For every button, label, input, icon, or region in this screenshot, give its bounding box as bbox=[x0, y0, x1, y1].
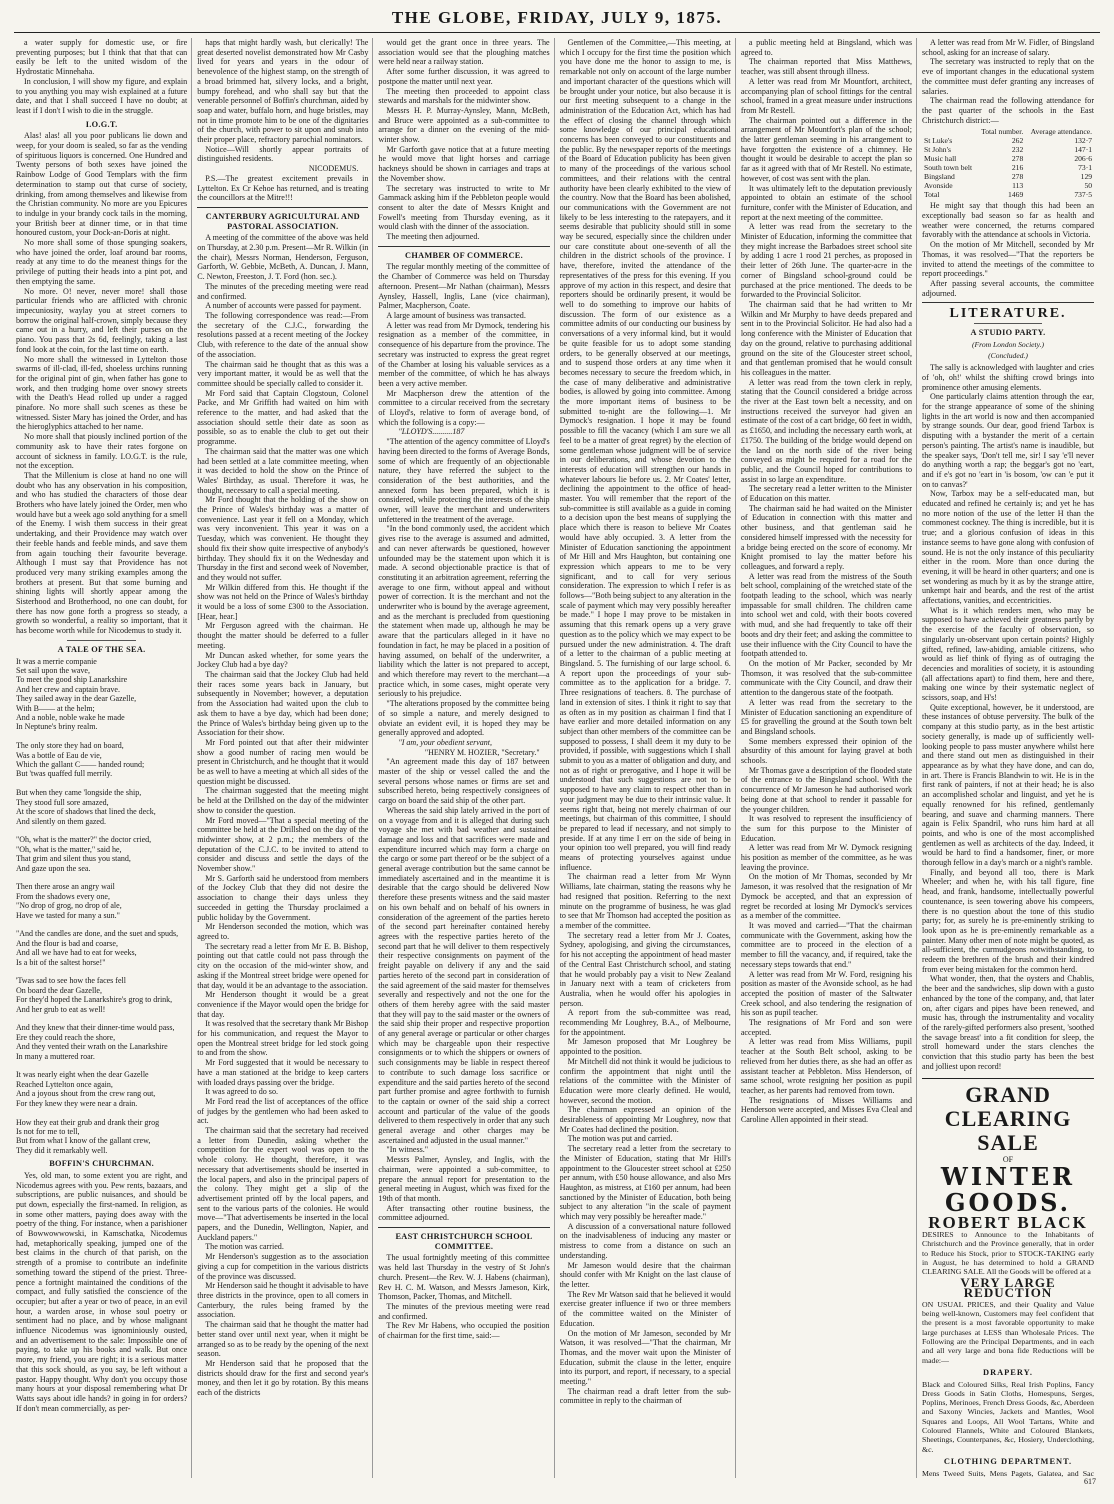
paragraph: A large amount of business was transacted. bbox=[386, 310, 526, 320]
paragraph: No more shall the witnessed in Lyttelton those swarms of ill-clad, ill-fed, shoeless urchins running for the original pint of gin, when father has gone to work, and then trudging home over snowy streets with the Death's Head rolled up under a ragged pinafore. No more shall such scenes as these be witnessed. Sister Mary has joined the Order, and has the hieroglyphics attached to her name. bbox=[16, 354, 188, 432]
table-cell: St Luke's bbox=[924, 136, 953, 146]
paragraph: A report from the sub-committee was read, recommending Mr Loughrey, B.A., of Melbourne, for the appointment. bbox=[559, 1008, 731, 1037]
paragraph: The chairman said that he thought the matter had better stand over until next year, when it might be arranged so as to be ready by the opening of the next season. bbox=[197, 1320, 369, 1359]
paragraph: The secretary was instructed to reply that on the eve of important changes in the educational system the committee must defer granting any increases of salaries. bbox=[922, 57, 1095, 96]
paragraph: After some further discussion, it was agreed to postpone the matter until next year. bbox=[378, 67, 550, 86]
table-header-cell: Total number. bbox=[981, 127, 1024, 137]
paragraph: A meeting of the committee of the above was held on Thursday, at 2.30 p.m. Present—Mr R. Wilkin (in the chair), Messrs Norman, Henderson, Ferguson, Garforth, W. Gebbie, McBeth, A. Duncan, J. Mann, C. Newton, Freeston, J. T. Ford (hon. sec.). bbox=[197, 233, 369, 282]
advertisement bbox=[922, 1078, 1094, 1479]
paragraph: "In witness." bbox=[386, 1145, 429, 1155]
paragraph: The chairman said he had waited on the Minister of Education in connection with this matter and other business, and that gentleman said he considered himself impressed with the necessity for a bridge being erected on the score of economy. Mr Knight promised to lay the matter before his colleagues, and forward a reply. bbox=[740, 503, 913, 571]
paragraph: Mr Jameson would desire that the chairman should confer with Mr Knight on the last clause of the letter. bbox=[559, 1260, 731, 1289]
article-subtitle: (From London Society.) bbox=[971, 339, 1045, 349]
paragraph: The chairman suggested that the meeting might be held at the Drillshed on the day of the midwinter show to consider the question. bbox=[197, 786, 369, 815]
column-5 bbox=[741, 38, 917, 1478]
signature: "HENRY M. HOZIER, "Secretary." bbox=[424, 747, 540, 757]
table-cell: 262 bbox=[1011, 136, 1024, 146]
paragraph: Mr Ford pointed out that after their midwinter show a good number of racing men would be present in Christchurch, and he thought that it would be as well to have a meeting at which all sides of the question might be discussed. bbox=[197, 737, 369, 786]
paragraph: Notice—Will shortly appear portraits of distinguished residents. bbox=[197, 144, 369, 164]
table-cell: 737·5 bbox=[1074, 190, 1093, 200]
column-rule bbox=[378, 1227, 549, 1228]
article-heading: CHAMBER OF COMMERCE. bbox=[405, 250, 523, 260]
table-cell: Total bbox=[924, 190, 940, 200]
paragraph: Mr Ford said that Captain Clogstoun, Colonel Packe, and Mr Griffith had waited on him with reference to the matter, and had asked that the association should settle their date as soon as possible, so as to enable the club to get out their programme. bbox=[197, 388, 369, 447]
paragraph: Messrs Palmer, Aynsley, and Inglis, with the chairman, were appointed a sub-committee, to prepare the annual report for presentation to the general meeting in August, which was fixed for the 19th of that month. bbox=[378, 1155, 550, 1203]
section-heading: LITERATURE. bbox=[949, 306, 1067, 322]
paragraph: The chairman said he thought that as this was a very important matter, it would be as well that the committee should be specially called to consider it. bbox=[197, 359, 369, 388]
paragraph: The chairman said that he had written to Mr Wilkin and Mr Murphy to have deeds prepared and sent in to the Provincial Solicitor. He had also had a long conference with the Minister of Education that day on the ground, relative to purchasing additional ground on the site of the Gloucester street school, and that gentleman promised that he would consult his colleagues in the matter. bbox=[740, 299, 913, 377]
paragraph: "An agreement made this day of 187 between master of the ship or vessel called the and the several persons whose names or firms are set and subscribed hereto, being respectively consignees of cargo on board the said ship of the other part. bbox=[378, 757, 550, 806]
paragraph: The meeting then proceeded to appoint class stewards and marshals for the midwinter show. bbox=[378, 86, 550, 106]
paragraph: On the motion of Mr Jameson, seconded by Mr Watson, it was resolved—"That the chairman, Mr Thomas, and the mover wait upon the Minister of Education, submit the clause in the letter, enquire into its purport, and report, if necessary, to a special meeting." bbox=[559, 1328, 731, 1387]
paragraph: What is it which renders men, who may be supposed to have achieved their greatness partly by the exercise of the faculty of observation, so singularly un-observant upon certain points? Highly gifted, refined, law-abiding, amiable citizens, who would as lief think of flying as of outraging the decencies and moralities of society, it is astounding (all affectations apart) to find them, here and there, making one wince by their systematic neglect of scissors, soap, and H's! bbox=[922, 605, 1095, 703]
paragraph: Mr Duncan asked whether, for some years the Jockey Club had a bye day? bbox=[197, 650, 369, 670]
paragraph: It was moved and carried—"That the chairman communicate with the Government, asking how the committee are to proceed in the election of a member to fill the vacancy, and, if required, take the necessary steps towards that end." bbox=[740, 920, 913, 969]
paragraph: In conclusion, I will show my figure, and explain to you anything you may wish explained at a future date, and that I shall succeed I have no doubt; at least if I don't I wish to die in the struggle. bbox=[16, 76, 188, 115]
paragraph: The secretary read a letter from Mr J. Coates, Sydney, apologising, and giving the circumstances, for his not accepting the appointment of head master of the Central East Christchurch school, and stating that he would probably pay a visit to New Zealand in January next with a team of cricketers from Australia, when he would offer his apologies in person. bbox=[559, 930, 731, 1008]
paragraph: The secretary read a letter from Mr E. B. Bishop, pointing out that cattle could not pass through the city on the occasion of the mid-winter show, and asking if the Montreal street bridge were opened for that day, would it be an advantage to the association. bbox=[197, 941, 369, 990]
table-row bbox=[922, 190, 1094, 199]
table-cell: Music hall bbox=[924, 154, 957, 164]
paragraph: The meeting then adjourned. bbox=[386, 232, 480, 242]
paragraph: a public meeting held at Bingsland, which was agreed to. bbox=[740, 38, 913, 57]
paragraph: Some members expressed their opinion of the absurdity of this amount for laying gravel at both schools. bbox=[740, 736, 913, 766]
article-heading: A STUDIO PARTY. bbox=[970, 328, 1046, 338]
page-number: 617 bbox=[1084, 1477, 1096, 1486]
paragraph: On the motion of Mr Packer, seconded by Mr Thomson, it was resolved that the sub-committee communicate with the City Council, and draw their attention to the dangerous state of the footpath. bbox=[740, 659, 913, 698]
paragraph: On the motion of Mr Mitchell, seconded by Mr Thomas, it was resolved—"That the reporters be invited to attend the meetings of the committee to report proceedings." bbox=[922, 240, 1095, 279]
table-header-row bbox=[922, 127, 1094, 136]
paragraph: The resignations of Misses Williams and Henderson were accepted, and Misses Eva Cleal and Caroline Allen appointed in their stead. bbox=[740, 1095, 913, 1125]
ad-body: DESIRES to Announce to the Inhabitants of Christchurch and the Province generally, that in order to Reduce his Stock, prior to STOCK-TAKING early in August, he has determined to hold a GRAND CLEARING SALE. All the Goods will be offered at a bbox=[922, 1229, 1095, 1277]
paragraph: The Rev Mr Watson said that he believed it would exercise greater influence if two or three members of the committee waited on the Minister of Education. bbox=[559, 1289, 731, 1328]
paragraph: A letter was read from the mistress of the South belt school, complaining of the wretched state of the footpath leading to the school, which was nearly impassable for small children. The children came into school wet and cold, with their boots covered with mud, and she had frequently to take off their boots and dry their feet; and asking the committee to use their influence with the City Council to have the footpath attended to. bbox=[740, 571, 913, 659]
table-row bbox=[922, 154, 1094, 163]
paragraph: Mr Henderson thought it would be a great convenience if the Mayor would open the bridge for that day. bbox=[197, 990, 369, 1019]
paragraph: No more shall some of those spunging soakers, who have joined the order, loaf around bar rooms, ready at any time to do the meanest things for the privilege of putting their heads into a pint pot, and then emptying the same. bbox=[16, 238, 188, 286]
paragraph: A letter was read from Mr Mountfort, architect, accompanying plan of school fittings for the central school, framed in a great measure under instructions from Mr Restell. bbox=[740, 76, 913, 115]
paragraph: A letter was read from the town clerk in reply, stating that the Council considered a bridge across the river at the East town belt a necessity, and on instructions received the surveyor had given an estimate of the cost of a cart bridge, 60 feet in width, as £1650, and including the necessary earth work, at £1750. The building of the bridge would depend on the land on the north side of the river being conveyed as might be required for a road for the public, and the Council hoped for contributions to assist in so large an expenditure. bbox=[740, 377, 913, 484]
paragraph: It was resolved to represent the insufficiency of the sum for this purpose to the Minister of Education. bbox=[740, 814, 913, 843]
paragraph: After transacting other routine business, the committee adjourned. bbox=[378, 1203, 550, 1223]
table-cell: 206·6 bbox=[1074, 154, 1093, 164]
paragraph: That the Millenium is close at hand no one will doubt who has any observation in his composition, and who has studied the characters of those dear Brothers who have lately joined the Order, men who would have but a week ago sold anything for a smell of the Enemy. I wish them success in their great undertaking, and their Providence may watch over their feeble hands and feeble minds, and save them from again touching their favourite beverage. Although I must say that Providence has not produced very many striking examples among the brothers at present. But that some burning and shining lights will shortly appear among the Sisterhood and Brotherhood, no one can doubt, for there has now gone forth a progress so steady, a growth so wonderful, a reality so important, that it has become worth while for Nicodemus to study it. bbox=[16, 470, 188, 636]
paragraph: It was ultimately left to the deputation previously appointed to obtain an estimate of the school furniture, confer with the Minister of Education, and report at the next meeting of the committee. bbox=[740, 183, 913, 222]
paragraph: A letter was read from the secretary to the Minister of Education sanctioning an expenditure of £5 for gravelling the ground at the South town belt and Bingsland schools. bbox=[740, 697, 913, 736]
short-rule bbox=[974, 323, 1043, 324]
paragraph: "The attention of the agency committee of Lloyd's having been directed to the forms of Average Bonds, some of which are frequently of an objectionable nature, they have referred the subject to the consideration of the best authorities, and the annexed form has been prepared, which it is considered, while protecting the interests of the ship owner, will leave the merchant and underwriters unfettered in the treatment of the average. bbox=[378, 437, 550, 524]
paragraph: The secretary read a letter written to the Minister of Education on this matter. bbox=[740, 484, 913, 504]
paragraph: A letter was read from Mr W. Ford, resigning his position as master of the Avonside school, as he had accepted the position of master of the Saltwater Creek school, and also tendering the resignation of his son as pupil teacher. bbox=[740, 969, 913, 1018]
ad-goods-heading: WINTER GOODS. bbox=[940, 1162, 1076, 1218]
paragraph: The minutes of the previous meeting were read and confirmed. bbox=[378, 1302, 550, 1321]
table-row bbox=[922, 163, 1094, 172]
table-cell: 278 bbox=[1011, 172, 1024, 182]
paragraph: A letter was read from the secretary to the Minister of Education, informing the committee that they might increase the Barbadoes street school site by adding 1 acre 1 rood 21 perches, as proposed in their letter of 26th June. The quarter-acre in the corner of Bingsland school-ground could be purchased at the price mentioned. The deeds to be forwarded to the Provincial Solicitor. bbox=[740, 222, 913, 300]
column-rule bbox=[197, 207, 368, 208]
paragraph: After passing several accounts, the committee adjourned. bbox=[922, 278, 1095, 298]
table-header-cell bbox=[922, 127, 977, 136]
column-2 bbox=[197, 38, 373, 1478]
ad-department: CLOTHING DEPARTMENT. bbox=[943, 1456, 1073, 1466]
paragraph: haps that might hardly wash, but clerically! The great deserted novelist demonstrated how Mr Casby lived for years and years in the odour of benevolence of the highest stamp, on the strength of a broad brimmed hat, silvery locks, and a bright, bumpy forehead, and who shall say but that the venerable personnel of Boffin's churchman, aided by soap and water, buffalo horn, and huge bristles, may not in time promote him to be one of the dignitaries of the church, with power to sit upon and snub into their proper place, refractory parochial nominators. bbox=[197, 38, 369, 145]
paragraph: Mr Thomas gave a description of the flooded state of the entrance to the Bingsland school. With the concurrence of Mr Jameson he had authorised work being done at that school to render it passable for the younger children. bbox=[740, 765, 913, 814]
article-heading: I.O.G.T. bbox=[85, 119, 118, 129]
paragraph: The motion was carried. bbox=[205, 1242, 284, 1252]
article-subtitle: (Concluded.) bbox=[988, 351, 1028, 361]
table-cell: St John's bbox=[924, 145, 951, 155]
short-rule bbox=[67, 640, 135, 641]
paragraph: The minutes of the preceding meeting were read and confirmed. bbox=[197, 281, 369, 301]
paragraph: The chairman read the following attendance for the past quarter of the schools in the East Christchurch district:— bbox=[922, 96, 1095, 125]
paragraph: Mr Henderson seconded the motion, which was agreed to. bbox=[197, 922, 369, 941]
ad-drapery-list: Black and Coloured Silks, Real Irish Poplins, Fancy Dress Goods in Satin Cloths, Homespuns, Serges, Poplins, Merinoes, French Dress Goods, &c, Aberdeen and Saxony Wincies, Jackets and Mantles, Wool Squares and Loops, All Wool Tartans, White and Coloured Flannels, White and Coloured Blankets, Sheetings, Counterpanes, &c, Hosiery, Underclothing, &c. bbox=[922, 1379, 1095, 1454]
paragraph: A number of accounts were passed for payment. bbox=[205, 301, 362, 311]
paragraph: The usual fortnightly meeting of this committee was held last Thursday in the vestry of St John's church. Present—the Rev. W. J. Habens (chairman), Rev H. C. M. Watson, and Messrs Jameson, Kirk, Thomson, Packer, Thomas, and Mitchell. bbox=[378, 1253, 550, 1302]
column-3 bbox=[378, 38, 554, 1478]
paragraph: Yes, old man, to some extent you are right, and Nicodemus agrees with you. Pew rents, bazaars, and subscriptions, are public nuisances, and should be put down, especially the first-named. In religion, as in some other matters, paying does away with the poetry of the thing. For instance, when a parishioner of Bowwowwowski, in Kamschatka, Nicodemus had, metaphorically speaking, jumped one of the best claims in the church of that parish, on the strength of a promise to contribute an indefinite something toward the stipend of the priest. Three-pence a fortnight maintained the conditions of the compact, and fully satisfied the conscience of the occupier; but after a year or two of peace, in an evil hour, a warden arose, in whose soul poetry or sentiment had no place, and by whose malignant influence Nicodemus was ignominiously ousted, and an advertisement to the sale: Impossible one of paying, to take up his books and walk. But once more, my friend, you are right; it is a serious matter that this sock should, as you say, be left without a pastor. Happy thought. Why don't you occupy those many hours at your disposal remembering what Dr Watts says about idle hands? in going in for orders? If don't mean commercially, as per- bbox=[16, 1170, 188, 1413]
table-cell: 113 bbox=[1012, 181, 1024, 191]
paragraph: It was agreed to do so. bbox=[205, 1087, 279, 1097]
paragraph: Mr Macpherson drew the attention of the committee to a circular received from the secretary of Lloyd's, relative to form of average bond, of which the following is a copy:— bbox=[378, 388, 550, 427]
paragraph: would get the grant once in three years. The association would see that the ploughing matches were held near a railway station. bbox=[378, 38, 550, 67]
paragraph: Whereas the said ship lately arrived in the port of on a voyage from and it is alleged that during such voyage she met with bad weather and sustained damage and loss and that sacrifices were made and expenditure incurred which may form a charge on the cargo or some part thereof or be the subject of a general average contribution but the same cannot be immediately ascertained and in the meantime it is desirable that the cargo should be delivered Now therefore these presents witness and the said master on his own behalf and on behalf of his owners in consideration of the agreement of the parties hereto of the second part hereinafter contained hereby agrees with the respective parties hereto of the second part that he will deliver to them respectively their respective consignments on payment of the freight payable on delivery if any and the said parties hereto of the second part in consideration of the said agreement of the said master for themselves severally and respectively and not the one for the others of them hereby agree with the said master that they will pay to the said master or the owners of the said ship their proper and respective proportion of any general average or particular or other charges which may be chargeable upon their respective consignments or to which the shippers or owners of such consignments may be liable in respect thereof to contribute to such damage loss sacrifice or expenditure and the said parties hereto of the second part further promise and agree forthwith to furnish to the captain or owner of the said ship a correct account and particular of the value of the goods delivered to them respectively in order that any such general average and other charges may be ascertained and adjusted in the usual manner." bbox=[378, 805, 550, 1145]
verse-block: It was a merrie companie Set sail upon the wave, To meet the good ship Lanarkshire And her crew and captain brave. They sailed away in the dear Gazelle, With B—— at the helm; And a noble, noble wake he made In Neptune's briny realm. The only store they had on board, Was a bottle of Eau de vie, Which the gallant C—— handed round; But 'twas quaffed full merrily. But when they came 'longside the ship, They stood full sore amazed, At the score of shadows that lined the deck, And silently on them gazed. "Oh, what is the matter?" the doctor cried, "Oh, what is the matter," said he, That grim and silent thus you stand, And gaze upon the sea. Then there arose an angry wail From the shadows every one, "No drop of grog, no drop of ale, Have we tasted for many a sun." "And the candles are done, and the suet and spuds, And the flour is bad and coarse, And all we have had to eat for weeks, Is a bit of the saltest horse!" 'Twas sad to see how the faces fell On board the dear Gazelle, For they'd hoped the Lanarkshire's grog to drink, And her grub to eat as well! And they knew that their dinner-time would pass, Ere they could reach the shore, And they vented their wrath on the Lanarkshire In many a muttered roar. It was nearly eight when the dear Gazelle Reached Lyttelton once again, And a joyous shout from the crew rang out, For they knew they were near a drain. How they eat their grub and drank their grog Is not for me to tell, But from what I know of the gallant crew, They did it remarkably well. bbox=[16, 656, 179, 1155]
paragraph: Messrs H. P. Murray-Aynsley, Mann, McBeth, and Bruce were appointed as a sub-committee to arrange for a dinner on the evening of the mid-winter show. bbox=[378, 105, 550, 145]
column-rule bbox=[378, 246, 549, 247]
paragraph: A letter was read from Mr W. Fidler, of Bingsland school, asking for an increase of salary. bbox=[922, 38, 1095, 57]
ad-department: DRAPERY. bbox=[983, 1367, 1034, 1377]
article-heading: BOFFIN'S CHURCHMAN. bbox=[49, 1159, 154, 1169]
paragraph: Gentlemen of the Committee,—This meeting, at which I occupy for the first time the position which you have done me the honor to assign to me, is remarkable not only on account of the large number and important character of the questions which will be brought under your notice, but also because it is our first meeting subsequent to a change in the administration of the Education Act, which has had the effect of closing the channel through which some knowledge of our principal educational concerns has been conveyed to our constituents and the public. By the newspaper reports of the meetings of the Board of Education publicity has been given to many of the proceedings of the various school committees, and their relations with the central authority have been clearly exhibited to the view of the country. Now that the Board has been abolished, our communications with the Government are not likely to be less interesting to the ratepayers, and it seems desirable that publicity should still in some way be secured, especially since the children under our care constitute about one-seventh of all the children in the district schools of the province. I have, therefore, invited the attendance of the representatives of the press for this evening. If you approve of my action in this respect, and desire that reporters should be ordinarily present, it would be well to do something to improve our habits of discussion. The form of our existence as a committee admits of our conducting our business by conversations of a very informal kind, but it would be quite feasible for us to adopt some standing orders, to be generally observed at our meetings, and to suspend those orders at any time when it becomes necessary to secure the freedom which, in the case of many deliberative and administrative bodies, is allowed by going into committee. Among the more important items of business to be submitted to-night are the following—1. Mr Dymock's resignation. I hope it may be found possible to fill the vacancy (which I am sure we all feel to be a matter of great regret) by the election of some gentleman whose judgment will be of service in our deliberations, and whose devotion to the interests of education will strengthen our hands in whatever labours lie before us. 2. Mr Coates' letter, declining the appointment to the office of head-master. You will remember that the report of the sub-committee is still available as a guide in coming to a decision upon the best means of supplying the place which there is reason to believe Mr Coates would have ably occupied. 3. A letter from the Minister of Education sanctioning the appointment of Mr Hill and Mrs Haughton, but containing one expression which appears to me to be very significant, and to call for very serious consideration. The expression to which I refer is as follows—"Both being subject to any alteration in the scale of payment which may very possibly hereafter be made." I hope I may prove to be mistaken in assuming that this remark opens up a very grave question as to the policy which we may expect to be pursued under the new administration. 4. The draft of a letter to the chairman of a public meeting at Bingsland. 5. The furnishing of our large school. 6. A report upon the proceedings of your sub-committee as to the application for a bridge. 7. Three resignations of teachers. 8. The purchase of land in extension of sites. I think it right to say that as often as in my position as chairman I find that I have earlier and more detailed information on any subject than other members of the committee can be supposed to possess, I shall deem it my duty to be provided, if possible, with suggestions which I shall submit to you as a matter of obligation and duty, and not as of right or prerogative, and I hope it will be understood that such suggestions are not to be supposed to have any claim to respect other than in your judgment may be due to their intrinsic value. It seems right that, being not merely chairman of our meetings, but chairman of this committee, I should be prepared to lead if necessary, and not simply to preside. If at any time I err on the side of being in your opinion too well prepared, you will find ready means of protecting yourselves against undue influence. bbox=[559, 38, 731, 872]
paragraph: Mr Henderson said he thought it advisable to have three districts in the province, open to all comers in Canterbury, the rules being framed by the association. bbox=[197, 1281, 369, 1320]
signature: NICODEMUS. bbox=[308, 164, 359, 174]
paragraph: Alas! alas! all you poor publicans lie down and weep, for your doom is sealed, so far as the vending of spirituous liquors is concerned. One Hundred and Twenty persons of both sexes have joined the Rainbow Lodge of Good Templars with the firm determination to stamp out that curse of society, drinking, from among themselves and likewise from the Christian community. No more are you Epicures to indulge in your brandy cock tails in the morning, your British beer at dinner time, or in that time honoured custom, your Dock-an-Doris at night. bbox=[16, 131, 188, 238]
paragraph: Mr Ferguson agreed with the chairman. He thought the matter should be deferred to a fuller meeting. bbox=[197, 621, 369, 650]
paragraph: A letter was read from Miss Williams, pupil teacher at the South Belt school, asking to be relieved from her duties there, as she had an offer as assistant teacher at Pebbleton. Miss Henderson, of same school, wrote resigning her position as pupil teacher, as her parents had removed from town. bbox=[740, 1037, 913, 1095]
table-cell: 147·1 bbox=[1074, 145, 1093, 155]
masthead-rule bbox=[14, 32, 1100, 33]
paragraph: "The alterations proposed by the committee being of so simple a nature, and merely designed to obviate an evident evil, it is hoped they may be generally approved and adopted. bbox=[378, 699, 550, 738]
paragraph: Finally, and beyond all too, there is Mark Wheeler; and when he, with his tall figure, fine head, and frank, handsome, intellectually powerful countenance, is seen towering above his compeers, there is no question about the tone of this studio party; for, as surely he is pre-eminently striking to look upon as he is pre-eminently remarkable as a painter. Many other men of note might be quoted, as all-sufficient, the curmudgeons notwithstanding, to redeem the brethren of the brush and their kindred from ever being mistaken for the common herd. bbox=[922, 867, 1095, 974]
column-6 bbox=[922, 38, 1098, 1478]
table-cell: 216 bbox=[1011, 163, 1024, 173]
paragraph: No more. O! never, never more! shall those particular friends who are afflicted with chronic impecuniosity, waylay you at street corners to borrow the original half-crown, simply because they came out in a hurry, and left their purses on the piano. You pass that 2s 6d, feelingly, taking a last fond look at the coin, for the last time on earth. bbox=[16, 286, 188, 354]
letter-line: "I am, your obedient servant, bbox=[398, 737, 492, 747]
paragraph: The Rev Mr Habens, who occupied the position of chairman for the first time, said:— bbox=[378, 1321, 550, 1341]
paragraph: Mr Jameson proposed that Mr Loughrey be appointed to the position. bbox=[559, 1037, 731, 1057]
newspaper-page bbox=[16, 38, 1098, 1478]
ad-body: ON USUAL PRICES, and their Quality and Value being well-known, Customers may feel confident that the present is a most favorable opportunity to make large purchases at LESS than Wholesale Prices. The Following are the Principal Departments, and in each and all very large and bona fide Reductions will be made:— bbox=[922, 1299, 1095, 1365]
table-cell: 73·1 bbox=[1078, 163, 1093, 173]
paragraph: Mr Garforth gave notice that at a future meeting he would move that light horses and carriage hackneys should be shown in carriages and traps at the November show. bbox=[378, 144, 550, 183]
paragraph: The chairman said that the secretary had received a letter from Dunedin, asking whether the competition for the expert wool was open to the whole colony. He thought, therefore, it was necessary that advertisements should be inserted in the local papers, and also in the principal papers of the colony. They might get a slip of the advertisement printed off by the local papers, and sent to the various parts of the colonies. He would move—"That advertisements be inserted in the local papers, and the Dunedin, Wellington, Napier, and Auckland papers." bbox=[197, 1126, 369, 1242]
table-row bbox=[922, 136, 1094, 145]
paragraph: One particularly claims attention through the ear, for the strange appearance of some of the shining lights in the art world is now and then accompanied by strange sounds. Our dear, good friend Tarbox is disputing with a bystander the merit of a certain person's painting. The artist's name is inaudible, but the speaker says, 'Don't tell me, sir! I say 'e'll never do anything worth a rap; the beggar's got no 'eart, and if e's got no 'eart in 'is bosom, 'ow can 'e put it on to canvas?' bbox=[922, 392, 1095, 489]
column-rule bbox=[922, 302, 1094, 303]
paragraph: It was resolved that the secretary thank Mr Bishop for his communication, and request the Mayor to open the Montreal street bridge for led stock going to and from the show. bbox=[197, 1019, 369, 1058]
paragraph: Mr Henderson's suggestion as to the association giving a cup for competition in the various districts of the province was discussed. bbox=[197, 1252, 369, 1281]
table-row bbox=[922, 172, 1094, 181]
paragraph: The chairman read a draft letter from the sub-committee in reply to the chairman of bbox=[559, 1386, 731, 1406]
ad-clothing-list: Mens Tweed Suits, Mens Pagets, Galatea, and Sac bbox=[922, 1468, 1095, 1478]
table-cell: 50 bbox=[1084, 181, 1093, 191]
article-heading: A TALE OF THE SEA. bbox=[57, 644, 146, 654]
ad-merchant-name: ROBERT BLACK bbox=[928, 1213, 1088, 1233]
paragraph: Quite exceptional, however, be it understood, are these instances of obtuse perversity. The bulk of the company at this studio party, as in the best artistic society generally, is made up of sufficiently well-looking people to pass muster anywhere whilst here and there stand out men as distinguished in their appearance as by what they have done, and can do, in art. There is Francis Blandwin to wit. He is in the first rank of painters, if not at their head; he is also an accomplished scholar and linguist, and yet he is equally renowned for his refined, gentlemanly bearing, and suave and charming manners. There again is Felix Spandril, who runs him hard at all points, and who is one of the most accomplished gentlemen as well as architects of the day. Indeed, it would be hard to find a handsomer, finer, or more thorough fellow in a day's march or a night's ramble. bbox=[922, 702, 1095, 868]
paragraph: Mr Henderson said that he proposed that the districts should draw for the first and second year's money, and then let it go by rotation. By this means each of the districts bbox=[197, 1358, 369, 1398]
table-row bbox=[922, 145, 1094, 154]
table-cell: 129 bbox=[1080, 172, 1093, 182]
masthead: THE GLOBE, FRIDAY, JULY 9, 1875. bbox=[391, 8, 723, 27]
paragraph: No more shall that piously inclined portion of the community ask to have their rates forgone on account of sickness in family. I.O.G.T. is the rule, not the exception. bbox=[16, 432, 188, 471]
attendance-table bbox=[922, 127, 1094, 199]
paragraph: a water supply for domestic use, or fire preventing purposes; but I think that that that can easily be left to the united wisdom of the Hydrostatic Minnehaha. bbox=[16, 38, 188, 77]
paragraph: The chairman reported that Miss Matthews, teacher, was still absent through illness. bbox=[740, 57, 913, 77]
column-1 bbox=[16, 38, 192, 1478]
paragraph: Mr Wilkin differed from this. He thought if the show was not held on the Prince of Wales's birthday it would be a loss of some £300 to the Association. [Hear, hear.] bbox=[197, 582, 369, 621]
ad-title: GRAND CLEARING SALE bbox=[944, 1081, 1072, 1155]
paragraph: What wonder, then, that the oysters and Chablis, the beer and the sandwiches, slip down with a gusto enhanced by the tone of the company, and, that later on, after cigars and pipes have been renewed, and music has, through the instrumentality and vocality of the rarely-gifted performers also present, 'soothed the savage breast' into a fit condition for sleep, the stroll homeward under the stars clenches the conviction that this studio party has been the best and jolliest upon record! bbox=[922, 974, 1095, 1071]
table-row bbox=[922, 181, 1094, 190]
paragraph: P.S.—The greatest excitement prevails in Lyttelton. Ex Cr Kehoe has returned, and is treating the councillors at the Mitre!!! bbox=[197, 173, 369, 203]
paragraph: The chairman expressed an opinion of the desirableness of appointing Mr Loughrey, now that Mr Coates had declined the position. bbox=[559, 1105, 731, 1134]
paragraph: Mr Ford read the list of acceptances of the office of judges by the gentlemen who had been asked to act. bbox=[197, 1096, 369, 1126]
paragraph: The chairman said that the matter was one which had been settled at a late committee meeting, when it was decided to hold the show on the Prince of Wales' Birthday, as usual. Therefore it was, he thought, necessary to call a special meeting. bbox=[197, 446, 369, 495]
column-4 bbox=[560, 38, 736, 1478]
paragraph: A discussion of a conversational nature followed on the inadvisableness of inducing any master or mistress to come from a distance on such an understanding. bbox=[559, 1221, 731, 1260]
table-cell: 278 bbox=[1011, 154, 1024, 164]
paragraph: Now, Tarbox may be a self-educated man, but educated and refined he certainly is; and yet he has no more notion of the use of the letter H than the commonest cockney. The thing is incredible, but it is true; and a glorious confusion of ideas in this instance seems to have gone along with confusion of sound. He is not the only instance of this peculiarity either in the room. More than once during the evening, it will be heard in other quarters; and one is set wondering as much by it as by the strange attire, unkempt hair and beards, and the rest of the artist affectations, vanities, and eccentricities. bbox=[922, 489, 1095, 606]
article-heading: EAST CHRISTCHURCH SCHOOL COMMITTEE. bbox=[395, 1232, 533, 1251]
paragraph: The regular monthly meeting of the committee of the Chamber of Commerce was held on Thursday afternoon. Present—Mr Nathan (chairman), Messrs Aynsley, Hassell, Inglis, Lane (vice chairman), Palmer, Macpherson, Coate. bbox=[378, 262, 550, 311]
paragraph: The following correspondence was read:—From the secretary of the C.J.C., forwarding the resolutions passed at a recent meeting of the Jockey Club, with reference to the date of the annual show of the association. bbox=[197, 310, 369, 359]
table-cell: 232 bbox=[1011, 145, 1024, 155]
paragraph: The motion was put and carried. bbox=[567, 1134, 673, 1144]
paragraph: Mr Ford suggested that it would be necessary to have a man stationed at the bridge to keep carters with loaded drays passing over the bridge. bbox=[197, 1058, 369, 1087]
table-cell: 132·7 bbox=[1074, 136, 1093, 146]
paragraph: A letter was read from Mr Dymock, tendering his resignation as a member of the committee, in consequence of his departure from the province. The secretary was instructed to express the great regret of the Chamber at losing his valuable services as a member of the committee, of which he has always been a very active member. bbox=[378, 320, 550, 388]
paragraph: The sally is acknowledged with laughter and cries of 'oh, oh!' whilst the shifting crowd brings into prominence other amusing elements. bbox=[922, 363, 1095, 392]
paragraph: The chairman read a letter from Mr Wynn Williams, late chairman, stating the reasons why he had resigned that position. Referring to the next minute on the programme of business, he was glad to see that Mr Thomson had accepted the position as a member of the committee. bbox=[559, 872, 731, 930]
ad-reduction: VERY LARGE REDUCTION bbox=[960, 1275, 1056, 1301]
paragraph: The chairman pointed out a difference in the arrangement of Mr Mountfort's plan of the school; the latter gentleman seeming in his arrangement to have forgotten the existence of a chimney. He thought it would be desirable to accept the plan so far as it agreed with that of Mr Restell. No estimate, however, of cost was sent with the plan. bbox=[740, 115, 913, 183]
paragraph: "In the bond commonly used, the accident which gives rise to the average is assumed and admitted, and can never afterwards be questioned, however unfounded may be the statement upon which it is made. A second objectionable practice is that of constituting it an arbitration agreement, referring the average to one firm, without appeal and without power of correction. It is the merchant and not the underwriter who is bound by the average agreement, and as the merchant is precluded from questioning the statement when made up, although he may be aware that the particulars alleged in it have no foundation in fact, he may be placed in a position of having assumed, on behalf of the underwriter, a liability which the latter is not prepared to accept, and which therefore may revert to the merchant—a practice which, in some cases, might operate very seriously to his prejudice. bbox=[378, 524, 550, 699]
table-cell: Avonside bbox=[924, 181, 953, 191]
paragraph: Mr S. Garforth said he understood from members of the Jockey Club that they did not desire the association to change their days unless they succeeded in getting the Thursday proclaimed a public holiday by the Government. bbox=[197, 873, 369, 922]
paragraph: The chairman said that the Jockey Club had held their races some years back in January, but subsequently in November; however, a deputation from the Association had waited upon the club to ask them to have a bye day, which had been done; the Prince of Wales's birthday being given up to the Association for their show. bbox=[197, 670, 369, 738]
paragraph: On the motion of Mr Thomas, seconded by Mr Jameson, it was resolved that the resignation of Mr Dymock be accepted, and that an expression of regret be recorded at losing Mr Dymock's services as a member of the committee. bbox=[740, 872, 913, 921]
ad-of: OF bbox=[1002, 1154, 1014, 1164]
paragraph: He might say that though this had been an exceptionally bad season so far as health and weather were concerned, the returns compared favorably with the attendance at schools in Victoria. bbox=[922, 201, 1095, 240]
letter-line: "LLOYD'S..........187 bbox=[398, 427, 465, 437]
table-cell: Bingsland bbox=[924, 172, 955, 182]
paragraph: A letter was read from Mr W. Dymock resigning his position as member of the committee, as he was leaving the province. bbox=[740, 843, 913, 872]
paragraph: The secretary read a letter from the secretary to the Minister of Education, stating that Mr Hill's appointment to the Gloucester street school at £250 per annum, with £50 house allowance, and also Mrs Haughton, as mistress, at £160 per annum, had been sanctioned by the Minister of Education, both being subject to any alteration "in the scale of payment which may very possibly be hereafter made." bbox=[559, 1144, 731, 1222]
paragraph: Mr Ford thought that the holding of the show on the Prince of Wales's birthday was a matter of convenience. Last year it fell on a Monday, which was very inconvenient. This year it was on a Tuesday, which was convenient. He thought they should fix their show quite irrespective of anybody's birthday. They should fix it on the Wednesday and Thursday in the first and second week of November, and they would not suffer. bbox=[197, 495, 369, 582]
paragraph: Mr Ford moved—"That a special meeting of the committee be held at the Drillshed on the day of the midwinter show, at 2 p.m.; the members of the deputation of the C.J.C. to be invited to attend to consider and discuss and settle the days of the November show." bbox=[197, 815, 369, 874]
paragraph: Mr Mitchell did not think it would be judicious to confirm the appointment that night until the relations of the committee with the Minister of Education were more clearly defined. He would, however, second the motion. bbox=[559, 1056, 731, 1105]
table-cell: South town belt bbox=[924, 163, 973, 173]
table-cell: 1469 bbox=[1008, 190, 1024, 200]
paragraph: The secretary was instructed to write to Mr Gammack asking him if the Pebbleton people would consent to alter the date of Messrs Knight and Fowell's meeting from Thursday evening, as it would clash with the dinner of the association. bbox=[378, 183, 550, 232]
table-header-cell: Average attendance. bbox=[1030, 127, 1093, 137]
paragraph: The resignations of Mr Ford and son were accepted. bbox=[740, 1018, 913, 1037]
article-heading: CANTERBURY AGRICULTURAL AND PASTORAL ASSOCIATION. bbox=[205, 211, 360, 231]
